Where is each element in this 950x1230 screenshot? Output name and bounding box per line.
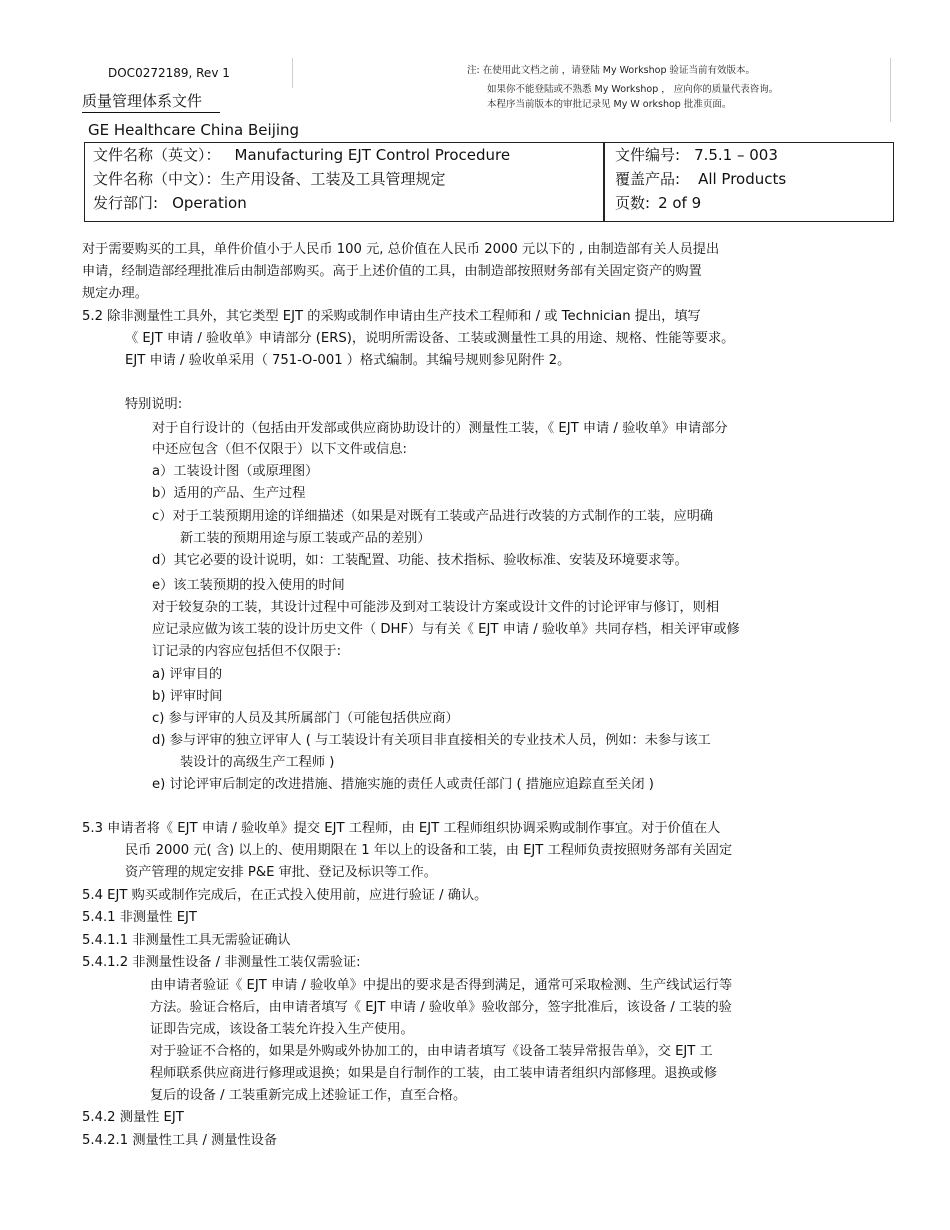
body-line: 规定办理。 bbox=[82, 286, 148, 301]
notice-line-1: 注: 在使用此文档之前 ，请登陆 My Workshop 验证当前有效版本。 bbox=[467, 65, 755, 76]
name-en-label: 文件名称（英文）： bbox=[93, 146, 221, 164]
list-item: a）工装设计图（或原理图） bbox=[152, 464, 319, 479]
body-line: 对于自行设计的（包括由开发部或供应商协助设计的）测量性工装，《 EJT 申请 / 验收单》申请部分 bbox=[152, 421, 728, 436]
list-item: b）适用的产品、生产过程 bbox=[152, 486, 306, 501]
table-divider bbox=[603, 143, 605, 221]
body-line: 资产管理的规定安排 P&E 审批、登记及标识等工作。 bbox=[125, 865, 437, 880]
list-item: d) 参与评审的独立评审人 ( 与工装设计有关项目非直接相关的专业技术人员，例如：未参与该工 bbox=[152, 733, 711, 748]
pages-label: 页数: bbox=[615, 194, 651, 212]
list-item-continued: 装设计的高级生产工程师 ) bbox=[180, 755, 335, 770]
body-line: 民币 2000 元( 含) 以上的、使用期限在 1 年以上的设备和工装，由 EJT 工程师负责按照财务部有关固定 bbox=[125, 843, 733, 858]
doc-code-row bbox=[615, 144, 778, 165]
section-5-3: 5.3 申请者将《 EJT 申请 / 验收单》提交 EJT 工程师，由 EJT 工程师组织协调采购或制作事宜。对于价值在人 bbox=[82, 821, 721, 836]
pages-row bbox=[615, 192, 701, 213]
section-5-4-2-1: 5.4.2.1 测量性工具 / 测量性设备 bbox=[82, 1133, 278, 1148]
name-cn-label: 文件名称（中文）： bbox=[93, 170, 221, 188]
section-5-2: 5.2 除非测量性工具外，其它类型 EJT 的采购或制作申请由生产技术工程师和 / 或 Technician 提出，填写 bbox=[82, 309, 701, 324]
body-line: 证即告完成，该设备工装允许投入生产使用。 bbox=[150, 1022, 414, 1037]
products-row bbox=[615, 168, 786, 189]
document-info-table bbox=[84, 142, 894, 222]
products-label: 覆盖产品: bbox=[615, 170, 681, 188]
section-5-4-1-1: 5.4.1.1 非测量性工具无需验证确认 bbox=[82, 933, 291, 948]
body-line: 对于需要购买的工具，单件价值小于人民币 100 元, 总价值在人民币 2000 元以下的 , 由制造部有关人员提出 bbox=[82, 242, 720, 257]
body-line: 应记录应做为该工装的设计历史文件（ DHF）与有关《 EJT 申请 / 验收单》共同存档，相关评审或修 bbox=[152, 622, 740, 637]
body-line: 申请，经制造部经理批准后由制造部购买。高于上述价值的工具，由制造部按照财务部有关固定资产的购置 bbox=[82, 264, 702, 279]
doc-code-value: 7.5.1 – 003 bbox=[694, 146, 778, 164]
name-en-row bbox=[93, 144, 510, 165]
list-item: c）对于工装预期用途的详细描述（如果是对既有工装或产品进行改装的方式制作的工装，应明确 bbox=[152, 509, 714, 524]
name-cn-value: 生产用设备、工装及工具管理规定 bbox=[220, 170, 446, 188]
list-item-continued: 新工装的预期用途与原工装或产品的差别） bbox=[180, 531, 431, 546]
list-item: d）其它必要的设计说明，如：工装配置、功能、技术指标、验收标准、安装及环境要求等。 bbox=[152, 553, 688, 568]
body-line: 对于验证不合格的，如果是外购或外协加工的，由申请者填写《设备工装异常报告单》，交 EJT 工 bbox=[150, 1044, 713, 1059]
body-line: 复后的设备 / 工装重新完成上述验证工作，直至合格。 bbox=[150, 1088, 467, 1103]
body-line: 程师联系供应商进行修理或退换；如果是自行制作的工装，由工装申请者组织内部修理。退换或修 bbox=[150, 1066, 718, 1081]
notice-line-3: 本程序当前版本的审批记录见 My W orkshop 批准页面。 bbox=[487, 99, 732, 110]
section-5-4-1-2: 5.4.1.2 非测量性设备 / 非测量性工装仅需验证: bbox=[82, 955, 361, 970]
list-item: a) 评审目的 bbox=[152, 667, 223, 682]
body-line: 订记录的内容应包括但不仅限于: bbox=[152, 644, 342, 659]
body-line: 对于较复杂的工装，其设计过程中可能涉及到对工装设计方案或设计文件的讨论评审与修订，则相 bbox=[152, 600, 720, 615]
list-item: b) 评审时间 bbox=[152, 689, 223, 704]
body-line: 方法。验证合格后，由申请者填写《 EJT 申请 / 验收单》验收部分，签字批准后，该设备 / 工装的验 bbox=[150, 1000, 732, 1015]
document-number: DOC0272189, Rev 1 bbox=[108, 66, 230, 80]
section-5-4: 5.4 EJT 购买或制作完成后，在正式投入使用前，应进行验证 / 确认。 bbox=[82, 888, 488, 903]
system-title: 质量管理体系文件 bbox=[82, 90, 220, 113]
company-name: GE Healthcare China Beijing bbox=[88, 121, 300, 139]
section-5-4-1: 5.4.1 非测量性 EJT bbox=[82, 910, 197, 925]
list-item: c) 参与评审的人员及其所属部门（可能包括供应商） bbox=[152, 711, 459, 726]
body-line: 《 EJT 申请 / 验收单》申请部分 (ERS)，说明所需设备、工装或测量性工具的用途、规格、性能等要求。 bbox=[125, 331, 735, 346]
products-value: All Products bbox=[698, 170, 787, 188]
doc-code-label: 文件编号: bbox=[615, 146, 681, 164]
dept-label: 发行部门: bbox=[93, 194, 159, 212]
special-note-heading: 特别说明: bbox=[125, 397, 183, 412]
body-line: 由申请者验证《 EJT 申请 / 验收单》中提出的要求是否得到满足，通常可采取检测、生产线试运行等 bbox=[150, 978, 733, 993]
body-line: EJT 申请 / 验收单采用（ 751-O-001 ）格式编制。其编号规则参见附件 2。 bbox=[125, 353, 571, 368]
list-item: e) 讨论评审后制定的改进措施、措施实施的责任人或责任部门 ( 措施应追踪直至关闭 ) bbox=[152, 777, 654, 792]
header-divider-right bbox=[890, 58, 891, 122]
header-divider-left bbox=[292, 58, 293, 88]
notice-line-2: 如果你不能登陆或不熟悉 My Workshop ， 应向你的质量代表咨询。 bbox=[487, 84, 779, 95]
section-5-4-2: 5.4.2 测量性 EJT bbox=[82, 1110, 184, 1125]
dept-row bbox=[93, 192, 247, 213]
pages-value: 2 of 9 bbox=[658, 194, 702, 212]
body-line: 中还应包含（但不仅限于）以下文件或信息: bbox=[152, 442, 408, 457]
name-cn-row bbox=[93, 168, 446, 189]
list-item: e）该工装预期的投入使用的时间 bbox=[152, 578, 345, 593]
dept-value: Operation bbox=[172, 194, 247, 212]
name-en-value: Manufacturing EJT Control Procedure bbox=[234, 146, 511, 164]
